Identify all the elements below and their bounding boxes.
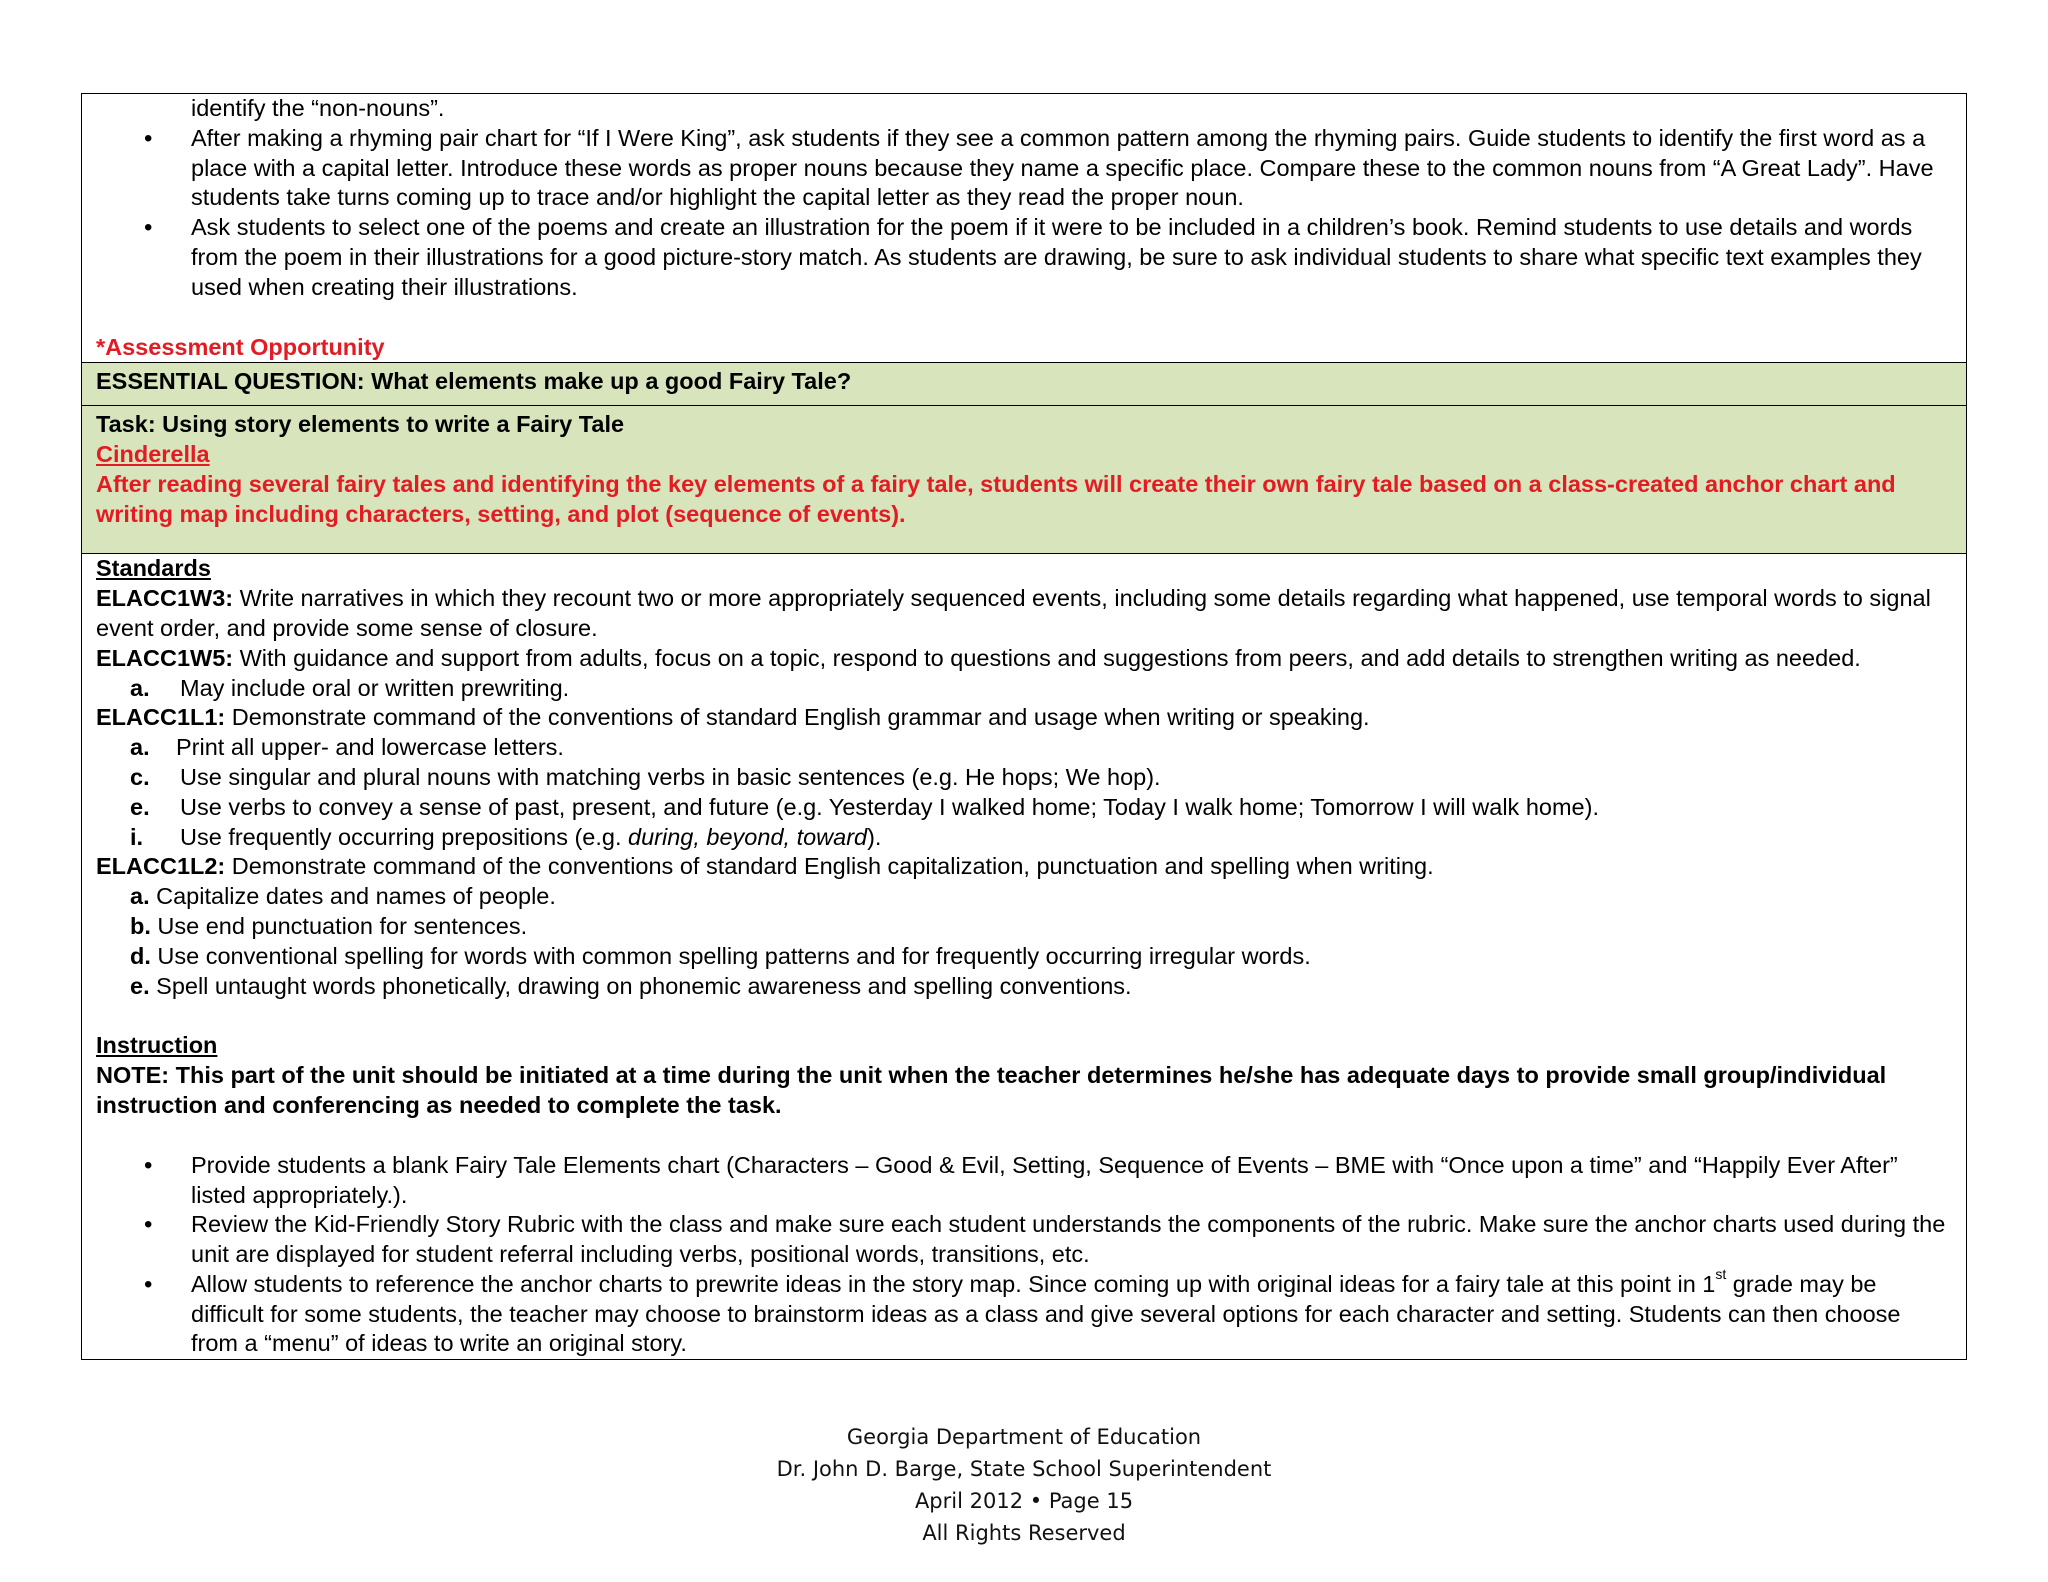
- list-item: • Allow students to reference the anchor charts to prewrite ideas in the story map. Since coming up with original ideas for a fairy tale at this point in 1st grade may be difficult for some students, the teacher may choose to brainstorm ideas as a class and give several options for each character and setting. Students can then choose from a “menu” of ideas to write an original story.: [96, 1270, 1952, 1359]
- standard-l1: [96, 703, 1952, 733]
- page-footer: [0, 1421, 2048, 1549]
- task-description: After reading several fairy tales and identifying the key elements of a fairy tale, students will create their own fairy tale based on a class-created anchor chart and writing map including characters, setting, and plot (sequence of events).: [96, 470, 1896, 527]
- instruction-note: NOTE: This part of the unit should be initiated at a time during the unit when the teacher determines he/she has adequate days to provide small group/individual instruction and conferencing as needed to complete the task.: [96, 1062, 1887, 1118]
- footer-rights: All Rights Reserved: [922, 1521, 1126, 1545]
- standard-subitem: c. Use singular and plural nouns with matching verbs in basic sentences (e.g. He hops; We hop).: [130, 763, 1161, 790]
- footer-superintendent: Dr. John D. Barge, State School Superintendent: [776, 1457, 1272, 1481]
- task-title: Task: Using story elements to write a Fairy Tale: [96, 411, 625, 438]
- continuation-text: identify the “non-nouns”.: [191, 95, 445, 121]
- task-text-title: Cinderella: [96, 440, 210, 467]
- standard-subitem: b. Use end punctuation for sentences.: [130, 912, 528, 939]
- standard-code: ELACC1W5:: [96, 644, 234, 671]
- list-item: • Provide students a blank Fairy Tale Elements chart (Characters – Good & Evil, Setting, Sequence of Events – BME with “Once upon a time” and “Happily Ever After” listed appropriately.).: [96, 1151, 1952, 1211]
- standard-text: With guidance and support from adults, focus on a topic, respond to questions and suggestions from peers, and add details to strengthen writing as needed.: [233, 644, 1861, 671]
- standard-w3: [96, 584, 1952, 644]
- essential-question: ESSENTIAL QUESTION: What elements make up a good Fairy Tale?: [96, 368, 852, 395]
- assessment-label: *Assessment Opportunity: [96, 333, 385, 360]
- instruction-list: [96, 1151, 1952, 1360]
- standard-subitem: a. Capitalize dates and names of people.: [130, 883, 556, 910]
- standard-subitem: e. Use verbs to convey a sense of past, present, and future (e.g. Yesterday I walked home; Today I walk home; Tomorrow I will walk home).: [130, 793, 1599, 820]
- footer-org: Georgia Department of Education: [846, 1425, 1202, 1449]
- top-cell: [82, 94, 1966, 362]
- standard-text: Demonstrate command of the conventions of standard English capitalization, punctuation and spelling when writing.: [225, 853, 1434, 880]
- standard-l2: [96, 852, 1952, 882]
- lesson-table: [81, 93, 1967, 1360]
- standard-subitem: a. May include oral or written prewriting.: [130, 674, 570, 701]
- list-item: • Review the Kid-Friendly Story Rubric with the class and make sure each student understands the components of the rubric. Make sure the anchor charts used during the unit are displayed for student referral including verbs, positional words, transitions, etc.: [96, 1210, 1952, 1270]
- essential-question-cell: [82, 362, 1966, 405]
- standard-subitem: d. Use conventional spelling for words with common spelling patterns and for frequently occurring irregular words.: [130, 942, 1311, 969]
- standard-text: Demonstrate command of the conventions of standard English grammar and usage when writing or speaking.: [225, 704, 1370, 731]
- standard-w5: [96, 644, 1952, 674]
- footer-date-page: April 2012 • Page 15: [914, 1489, 1134, 1513]
- standard-subitem: a. Print all upper- and lowercase letters.: [130, 734, 564, 761]
- list-item: • After making a rhyming pair chart for “If I Were King”, ask students if they see a common pattern among the rhyming pairs. Guide students to identify the first word as a place with a capital letter. Introduce these words as proper nouns because they name a specific place. Compare these to the common nouns from “A Great Lady”. Have students take turns coming up to trace and/or highlight the capital letter as they read the proper noun.: [96, 124, 1952, 213]
- instruction-heading: Instruction: [96, 1032, 218, 1059]
- standard-code: ELACC1L2:: [96, 853, 226, 880]
- task-cell: [82, 405, 1966, 553]
- standard-code: ELACC1L1:: [96, 704, 226, 731]
- standards-heading: Standards: [96, 555, 211, 582]
- standard-code: ELACC1W3:: [96, 585, 234, 612]
- activity-list: [96, 124, 1952, 303]
- standards-instruction-cell: [82, 553, 1966, 1359]
- standard-subitem: i. Use frequently occurring prepositions (e.g. during, beyond, toward).: [130, 823, 882, 850]
- standard-subitem: e. Spell untaught words phonetically, drawing on phonemic awareness and spelling conventions.: [130, 972, 1132, 999]
- list-item: • Ask students to select one of the poems and create an illustration for the poem if it were to be included in a children’s book. Remind students to use details and words from the poem in their illustrations for a good picture-story match. As students are drawing, be sure to ask individual students to share what specific text examples they used when creating their illustrations.: [96, 213, 1952, 302]
- standard-text: Write narratives in which they recount two or more appropriately sequenced events, including some details regarding what happened, use temporal words to signal event order, and provide some sense of closure.: [96, 585, 1931, 641]
